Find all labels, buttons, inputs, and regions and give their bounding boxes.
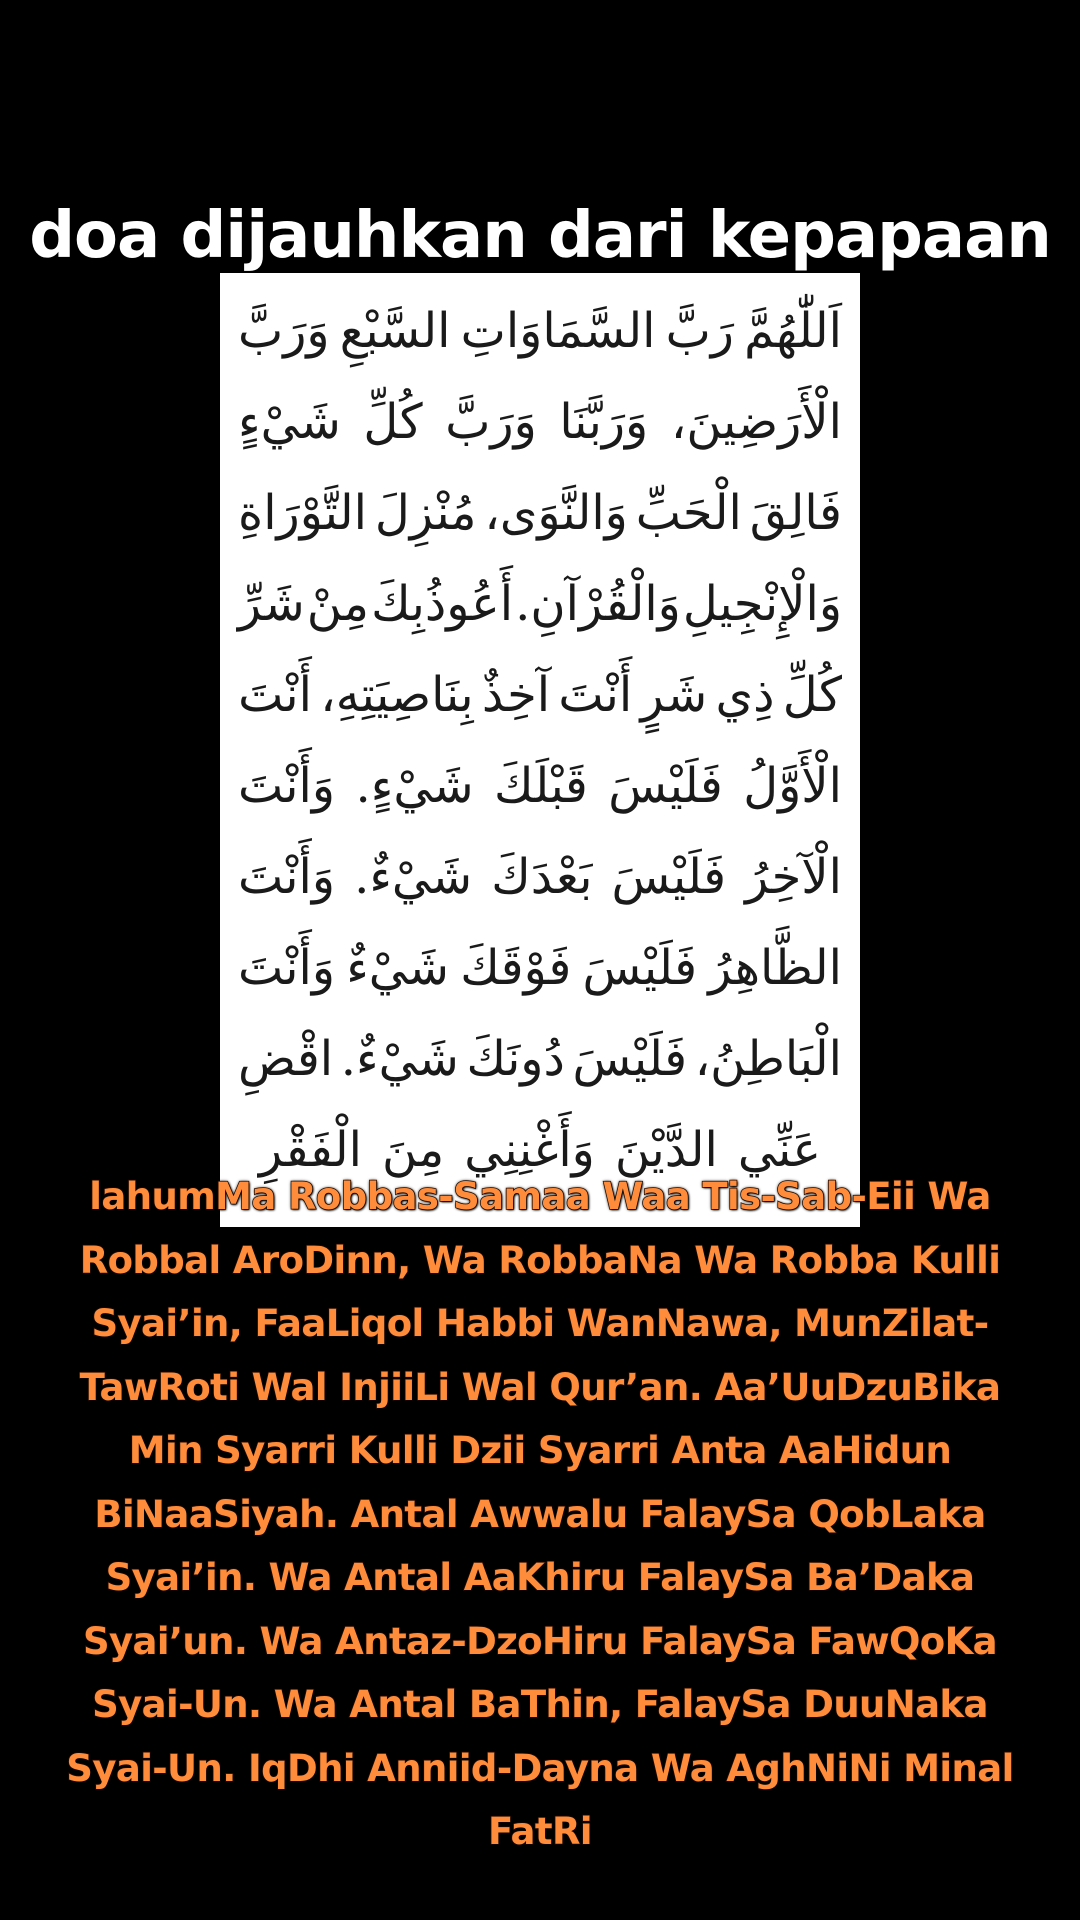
arabic-word: عَنِّي	[737, 1121, 822, 1178]
caption-title: doa dijauhkan dari kepapaan	[29, 199, 1051, 273]
arabic-word: كُلِّ	[363, 393, 423, 450]
arabic-word: الْأَرَضِينَ،	[670, 393, 842, 450]
arabic-word: كُلِّ	[782, 666, 842, 723]
arabic-word: مِنَ	[381, 1121, 445, 1178]
arabic-word: شَيْءٌ.	[340, 1030, 459, 1087]
arabic-word: شَيْءٌ.	[354, 848, 473, 905]
arabic-word: وَالنَّوَى،	[484, 484, 628, 541]
arabic-word: شَرٍ	[640, 666, 708, 723]
arabic-line	[238, 467, 842, 558]
arabic-word: شَيْءٍ	[238, 393, 341, 450]
arabic-word: شَيْءٍ.	[355, 757, 474, 814]
arabic-line	[238, 922, 842, 1013]
arabic-word: وَأَنْتَ	[238, 848, 336, 905]
arabic-line	[238, 831, 842, 922]
arabic-word: أَعُوذُبِكَ	[371, 575, 514, 632]
arabic-word: فَوْقَكَ	[460, 939, 572, 996]
arabic-word: التَّوْرَاةِ	[238, 484, 367, 541]
arabic-word: ذِي	[715, 666, 775, 723]
arabic-word: الظَّاهِرُ	[708, 939, 842, 996]
arabic-word: دُونَكَ	[466, 1030, 565, 1087]
arabic-word: رَبَّ	[665, 302, 734, 359]
transliteration-caption: lahumMa Robbas-Samaa Waa Tis-Sab-Eii Wa Robbal AroDinn, Wa RobbaNa Wa Robba Kulli Syai’in, FaaLiqol Habbi WanNawa, MunZilat-TawRoti Wal InjiiLi Wal Qur’an. Aa’UuDzuBika Min Syarri Kulli Dzii Syarri Anta AaHidun BiNaaSiyah. Antal Awwalu FalaySa QobLaka Syai’in. Wa Antal AaKhiru FalaySa Ba’Daka Syai’un. Wa Antaz-DzoHiru FalaySa FawQoKa Syai-Un. Wa Antal BaThin, FalaySa DuuNaka Syai-Un. IqDhi Anniid-Dayna Wa AghNiNi Minal FatRi	[66, 1175, 1014, 1853]
arabic-word: اَللّٰهُمَّ	[744, 302, 842, 359]
arabic-word: شَيْءٌ	[346, 939, 450, 996]
arabic-word: أَنْتَ	[238, 666, 312, 723]
arabic-word: وَأَغْنِنِي	[464, 1121, 595, 1178]
arabic-word: السَّمَاوَاتِ	[460, 302, 656, 359]
arabic-line	[238, 1013, 842, 1104]
arabic-word: فَلَيْسَ	[582, 939, 698, 996]
arabic-line	[238, 740, 842, 831]
arabic-word: وَأَنْتَ	[238, 939, 336, 996]
arabic-word: الْآخِرُ	[745, 848, 842, 905]
arabic-word: الْبَاطِنُ،	[694, 1030, 842, 1087]
arabic-word: وَرَبَّنَا	[559, 393, 649, 450]
arabic-word: الدَّيْنَ	[614, 1121, 718, 1178]
arabic-word: وَرَبَّ	[445, 393, 537, 450]
arabic-word: آخِذٌ	[481, 666, 551, 723]
arabic-word: فَلَيْسَ	[611, 848, 727, 905]
arabic-word: بِنَاصِيَتِهِ،	[320, 666, 474, 723]
arabic-word: السَّبْعِ	[339, 302, 451, 359]
arabic-word: الْأَوَّلُ	[743, 757, 842, 814]
arabic-word: وَأَنْتَ	[238, 757, 336, 814]
arabic-text-image	[220, 273, 860, 1227]
arabic-word: وَالْقُرْآنِ.	[515, 575, 681, 632]
arabic-text-lines	[238, 285, 842, 1195]
arabic-word: شَرِّ	[238, 575, 305, 632]
arabic-word: الْحَبِّ	[635, 484, 742, 541]
arabic-word: مِنْ	[306, 575, 370, 632]
arabic-word: فَلَيْسَ	[608, 757, 723, 814]
arabic-word: الْفَقْرِ	[258, 1121, 362, 1178]
arabic-word: اقْضِ	[238, 1030, 334, 1087]
arabic-word: وَالْإِنْجِيلِ	[682, 575, 842, 632]
arabic-word: قَبْلَكَ	[494, 757, 588, 814]
arabic-line	[238, 558, 842, 649]
arabic-word: بَعْدَكَ	[491, 848, 593, 905]
arabic-line	[238, 649, 842, 740]
arabic-word: فَالِقَ	[749, 484, 842, 541]
arabic-line	[238, 376, 842, 467]
arabic-word: مُنْزِلَ	[374, 484, 477, 541]
arabic-word: أَنْتَ	[558, 666, 633, 723]
arabic-line	[238, 285, 842, 376]
arabic-word: وَرَبَّ	[238, 302, 330, 359]
arabic-word: فَلَيْسَ	[572, 1030, 688, 1087]
